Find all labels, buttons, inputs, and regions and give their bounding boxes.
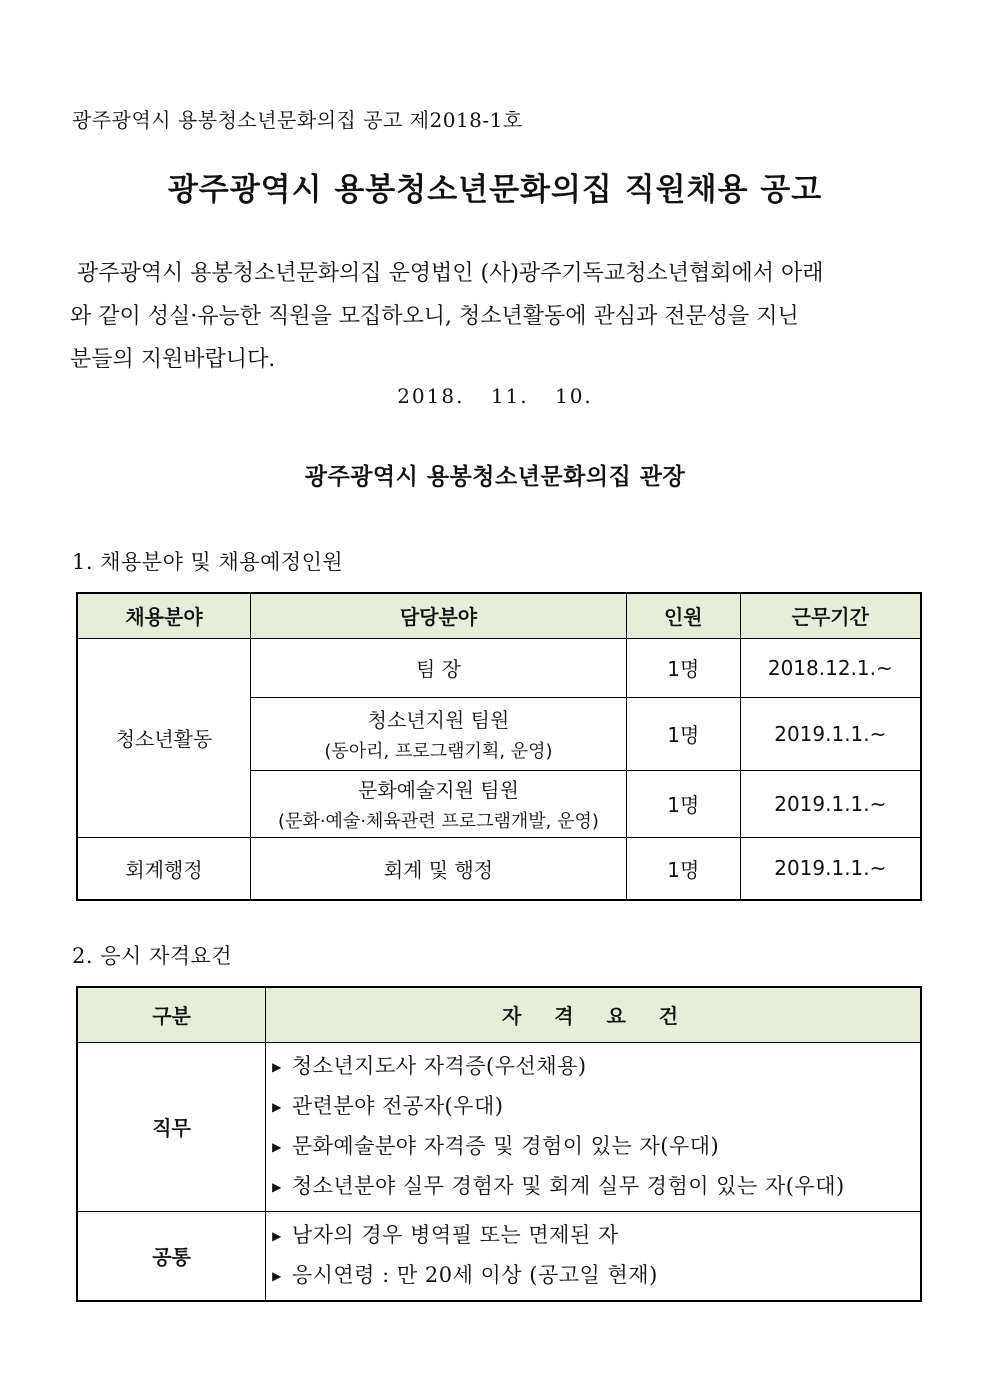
header-cell: 구분 [77,987,266,1042]
duty-label: 청소년지원 팀원 [367,708,510,732]
intro-line: 광주광역시 용봉청소년문화의집 운영법인 (사)광주기독교청소년협회에서 아래 [70,261,824,286]
header-cell: 근무기간 [740,593,921,638]
duty-cell: 회계 및 행정 [251,837,627,900]
count-cell: 1명 [626,697,740,770]
list-item [272,1127,914,1167]
duty-label: 문화예술지원 팀원 [358,778,519,802]
triangle-right-icon: ▶ [272,1268,282,1283]
field-cell: 회계행정 [77,837,251,900]
table-header-row [77,987,921,1042]
list-item [272,1216,914,1256]
period-cell: 2019.1.1.~ [740,697,921,770]
field-cell: 청소년활동 [77,638,251,837]
header-cell: 채용분야 [77,593,251,638]
triangle-right-icon: ▶ [272,1099,282,1114]
period-cell: 2018.12.1.~ [740,638,921,697]
triangle-right-icon: ▶ [272,1139,282,1154]
requirements-cell [266,1211,921,1301]
category-cell: 직무 [77,1042,266,1211]
table-row [77,1042,921,1211]
page-title: 광주광역시 용봉청소년문화의집 직원채용 공고 [167,172,823,208]
list-item [272,1256,914,1296]
section-2-heading: 2. 응시 자격요건 [72,944,233,968]
category-cell: 공통 [77,1211,266,1301]
header-cell: 담당분야 [251,593,627,638]
triangle-right-icon: ▶ [272,1228,282,1243]
requirement-text: 문화예술분야 자격증 및 경험이 있는 자(우대) [291,1133,720,1158]
duty-cell [251,697,627,770]
table-header-row [77,593,921,638]
list-item [272,1167,914,1207]
recruitment-table [76,592,922,901]
notice-date: 2018. 11. 10. [397,384,593,408]
notice-number: 광주광역시 용봉청소년문화의집 공고 제2018-1호 [72,108,523,132]
intro-line: 분들의 지원바랍니다. [70,347,276,372]
requirement-text: 청소년분야 실무 경험자 및 회계 실무 경험이 있는 자(우대) [291,1173,845,1198]
table-row [77,1211,921,1301]
requirement-text: 청소년지도사 자격증(우선채용) [291,1053,587,1078]
duty-cell [251,770,627,837]
duty-label: 팀 장 [415,657,461,681]
issuer: 광주광역시 용봉청소년문화의집 관장 [304,463,686,490]
count-cell: 1명 [626,837,740,900]
list-item [272,1087,914,1127]
period-cell: 2019.1.1.~ [740,837,921,900]
period-cell: 2019.1.1.~ [740,770,921,837]
table-row [77,638,921,697]
intro-paragraph [70,252,925,381]
duty-cell [251,638,627,697]
requirements-cell [266,1042,921,1211]
list-item [272,1047,914,1087]
requirement-text: 관련분야 전공자(우대) [291,1093,504,1118]
table-row [77,837,921,900]
count-cell: 1명 [626,770,740,837]
requirement-text: 응시연령 : 만 20세 이상 (공고일 현재) [291,1262,658,1287]
triangle-right-icon: ▶ [272,1179,282,1194]
qualification-table [76,986,922,1302]
intro-line: 와 같이 성실·유능한 직원을 모집하오니, 청소년활동에 관심과 전문성을 지닌 [70,304,799,329]
requirement-text: 남자의 경우 병역필 또는 면제된 자 [291,1222,619,1247]
triangle-right-icon: ▶ [272,1059,282,1074]
section-1-heading: 1. 채용분야 및 채용예정인원 [72,550,344,574]
header-cell: 자 격 요 건 [266,987,921,1042]
count-cell: 1명 [626,638,740,697]
duty-sub: (문화·예술·체육관련 프로그램개발, 운영) [278,811,599,832]
header-cell: 인원 [626,593,740,638]
duty-sub: (동아리, 프로그램기획, 운영) [324,741,553,762]
